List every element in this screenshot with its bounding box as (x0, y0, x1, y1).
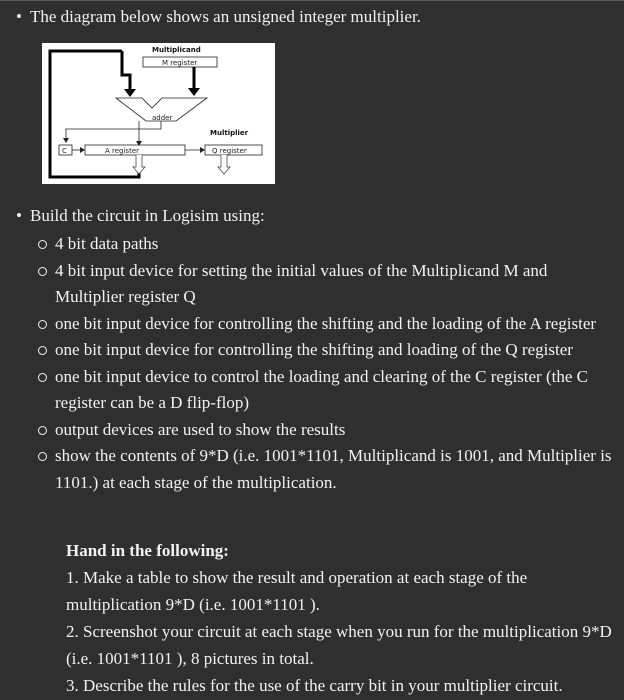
hand-in-item: 3. Describe the rules for the use of the carry bit in your multiplier circuit. (66, 676, 563, 695)
c-to-a-arrow-icon (80, 147, 85, 153)
bullet-dot-icon: • (16, 7, 22, 26)
a-register-label: A register (105, 147, 140, 155)
carry-wire (66, 121, 161, 139)
bullet-dot-icon: • (16, 206, 22, 225)
feedback-loop-wire (50, 51, 139, 177)
circle-bullet-icon (38, 373, 47, 382)
circle-bullet-icon (38, 346, 47, 355)
list-item: 4 bit input device for setting the initial values of the Multiplicand M and Multiplier register Q (36, 258, 620, 311)
q-output-arrow-icon (218, 155, 230, 174)
build-text: Build the circuit in Logisim using: (30, 206, 265, 225)
multiplier-diagram-svg (42, 43, 275, 184)
a-output-arrow-icon (133, 155, 145, 174)
adder-label: adder (152, 114, 173, 122)
list-item: show the contents of 9*D (i.e. 1001*1101, Multiplicand is 1001, and Multiplier is 1101.) at each stage of the multiplication. (36, 443, 620, 496)
hand-in-item: 2. Screenshot your circuit at each stage when you run for the multiplication 9*D (i.e. 1001*1101 ), 8 pictures in total. (66, 622, 612, 668)
list-item: one bit input device for controlling the shifting and the loading of the A register (36, 311, 620, 338)
a-to-adder-wire (122, 51, 130, 91)
a-to-q-arrow-icon (200, 147, 205, 153)
intro-bullet (16, 7, 421, 27)
list-item: one bit input device for controlling the shifting and loading of the Q register (36, 337, 620, 364)
hand-in-item: 1. Make a table to show the result and operation at each stage of the multiplication 9*D (i.e. 1001*1101 ). (66, 568, 528, 614)
c-register-label: C (62, 147, 67, 155)
circle-bullet-icon (38, 240, 47, 249)
q-register-label: Q register (212, 147, 247, 155)
list-item: one bit input device to control the loading and clearing of the C register (the C register can be a D flip-flop) (36, 364, 620, 417)
carry-arrow-icon (63, 138, 69, 143)
adder-right-arrow-icon (188, 88, 200, 96)
top-divider (0, 0, 624, 1)
m-register-label: M register (162, 59, 198, 67)
multiplicand-label: Multiplicand (152, 46, 201, 54)
list-item: output devices are used to show the results (36, 417, 620, 444)
multiplier-diagram (42, 43, 275, 184)
hand-in-title: Hand in the following: (66, 541, 229, 560)
hand-in-section (66, 537, 622, 699)
adder-left-arrow-icon (124, 89, 136, 97)
build-requirements-list (36, 231, 620, 496)
circle-bullet-icon (38, 426, 47, 435)
multiplier-label: Multiplier (210, 129, 249, 137)
circle-bullet-icon (38, 267, 47, 276)
build-bullet (16, 206, 265, 226)
list-item: 4 bit data paths (36, 231, 620, 258)
circle-bullet-icon (38, 452, 47, 461)
circle-bullet-icon (38, 320, 47, 329)
intro-text: The diagram below shows an unsigned integer multiplier. (30, 7, 421, 26)
